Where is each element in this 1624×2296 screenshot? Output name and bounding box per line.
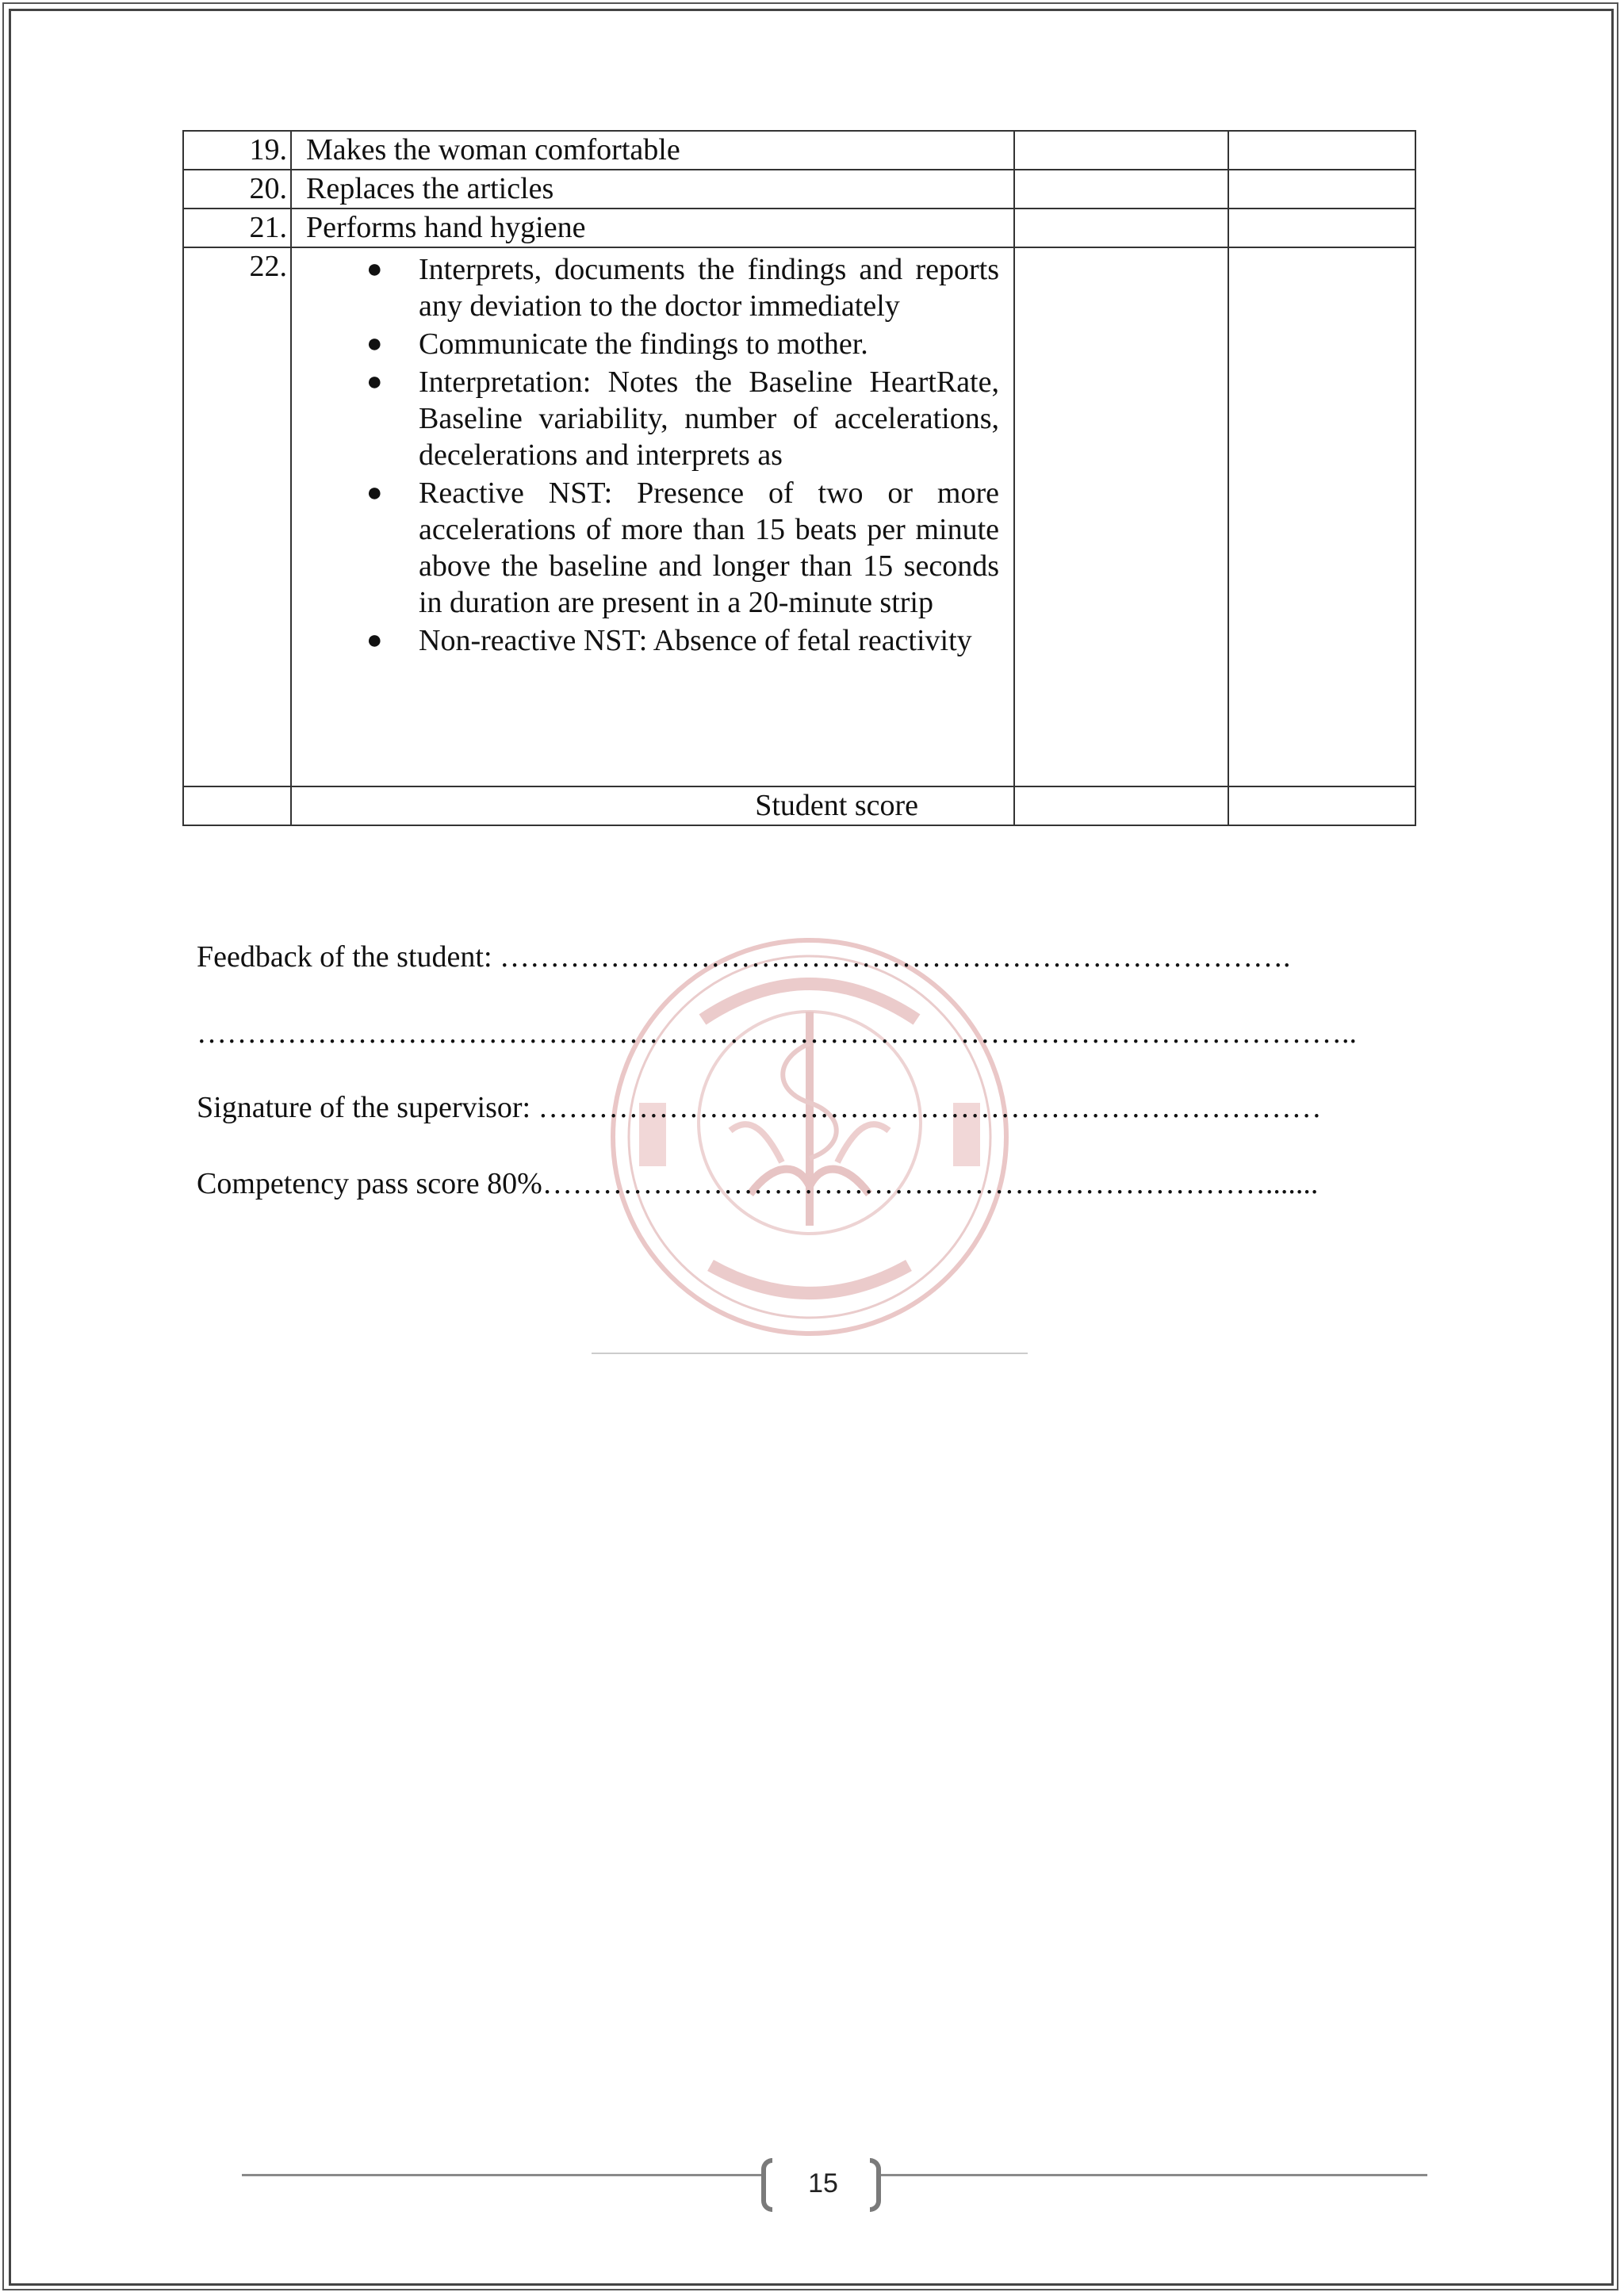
seal-watermark-icon <box>592 924 1028 1354</box>
page-number: 15 <box>808 2168 838 2198</box>
list-item: ● Interprets, documents the findings and reports any deviation to the doctor immediately <box>366 253 999 323</box>
supervisor-signature-line[interactable]: Signature of the supervisor: …………………………………………………………………… <box>197 1091 1322 1124</box>
empty-cell <box>183 786 291 825</box>
score-cell[interactable] <box>1014 247 1228 786</box>
competency-pass-score-line: Competency pass score 80%………………………………………………………………....... <box>197 1167 1319 1200</box>
step-number: 22. <box>183 247 291 786</box>
step-number: 20. <box>183 170 291 209</box>
bullet-icon: ● <box>366 478 383 507</box>
bullet-list <box>306 251 1013 659</box>
step-text: Performs hand hygiene <box>291 209 1014 247</box>
score-cell[interactable] <box>1014 131 1228 170</box>
student-score-label: Student score <box>291 786 1014 825</box>
footer-rule-left <box>242 2174 765 2176</box>
table-row <box>183 209 1415 247</box>
right-bracket-icon <box>870 2158 881 2212</box>
remarks-cell[interactable] <box>1228 209 1415 247</box>
remarks-cell[interactable] <box>1228 170 1415 209</box>
feedback-student-line[interactable]: Feedback of the student: ……………………………………………………………………. <box>197 940 1291 974</box>
score-cell[interactable] <box>1014 170 1228 209</box>
footer-rule-right <box>876 2174 1427 2176</box>
table-row <box>183 131 1415 170</box>
table-row <box>183 170 1415 209</box>
table-row <box>183 247 1415 786</box>
student-score-row <box>183 786 1415 825</box>
score-cell[interactable] <box>1014 209 1228 247</box>
step-text: Replaces the articles <box>291 170 1014 209</box>
list-item: ● Communicate the findings to mother. <box>366 327 868 361</box>
bullet-icon: ● <box>366 329 383 358</box>
step-text: Makes the woman comfortable <box>291 131 1014 170</box>
bullet-icon: ● <box>366 254 383 284</box>
left-bracket-icon <box>761 2158 772 2212</box>
step-bullets <box>291 247 1014 786</box>
list-item: ● Interpretation: Notes the Baseline HeartRate, Baseline variability, number of accelerations, decelerations and interprets as <box>366 365 999 472</box>
checklist-table <box>182 130 1416 826</box>
bullet-icon: ● <box>366 367 383 396</box>
bullet-icon: ● <box>366 626 383 655</box>
step-number: 21. <box>183 209 291 247</box>
score-total-cell[interactable] <box>1014 786 1228 825</box>
seal-baseline <box>592 1353 1028 1354</box>
remarks-cell[interactable] <box>1228 131 1415 170</box>
list-item: ● Reactive NST: Presence of two or more accelerations of more than 15 beats per minute above the baseline and longer than 15 seconds in duration are present in a 20-minute strip <box>366 476 999 619</box>
step-number: 19. <box>183 131 291 170</box>
remarks-cell[interactable] <box>1228 247 1415 786</box>
remarks-total-cell[interactable] <box>1228 786 1415 825</box>
list-item: ● Non-reactive NST: Absence of fetal reactivity <box>366 624 972 657</box>
feedback-continuation-line[interactable]: …………………………………………………………………………………………………….. <box>197 1016 1357 1050</box>
